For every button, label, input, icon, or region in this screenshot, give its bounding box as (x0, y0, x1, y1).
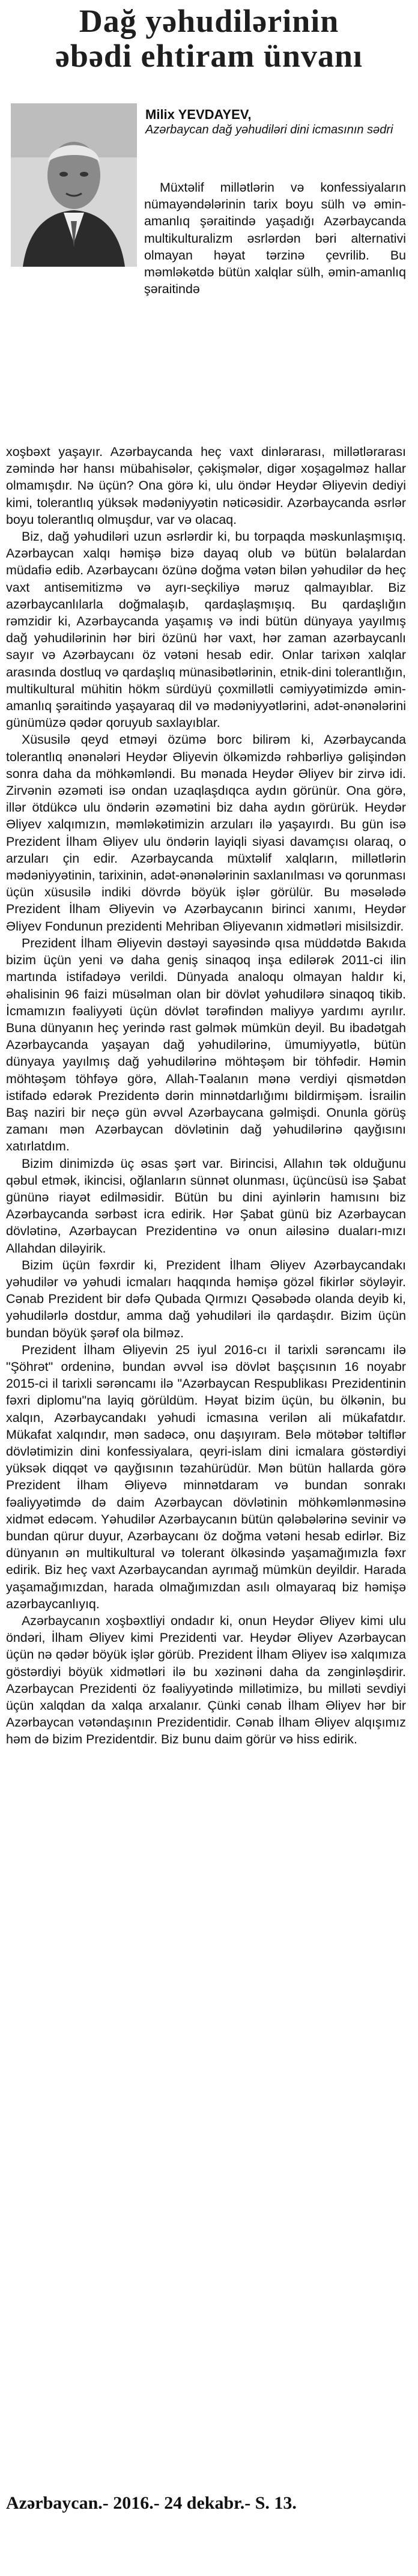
author-byline (145, 107, 410, 137)
author-portrait-image (11, 103, 137, 267)
source-citation: Azərbaycan.- 2016.- 24 dekabr.- S. 13. (6, 2493, 297, 2513)
article-body (6, 443, 406, 1748)
article-title-line-1: Dağ yəhudilərinin (79, 3, 339, 39)
body-paragraph: Prezident İlham Əliyevin dəstəyi sayəsində qısa müddətdə Bakıda bizim üçün yeni və daha geniş sinaqoq inşa edilərək 2011-ci ilin martında istifadəyə verildi. Dünyada analoqu olmayan haldır ki, əhalisinin 96 faizi müsəlman olan bir dövlət yəhudilərə sinaqoq tikib. İcmamızın fəaliyyəti üçün dövlət tərəfindən maliyyə yardımı ayrılır. Buna dünyanın heç yerində rast gəlmək mümkün deyil. Bu ibadətgah Azərbaycanda yaşayan dağ yəhudilərinə, ümumiyyətlə, bütün dünyaya yayılmış dağ yəhudilərinə möhtəşəm bir töhfədir. Həmin möhtəşəm töhfəyə görə, Allah-Təalanın mənə verdiyi qismətdən istifadə edərək Prezidentə dərin minnətdarlığımı bildirmişəm. İsrailin Baş naziri bir neçə gün əvvəl Azərbaycana gəlmişdi. Onunla görüş zamanı mən Azərbaycan dövlətinin dağ yəhudilərinə qayğısını xatırlatdım. (6, 935, 406, 1154)
author-name: Milix YEVDAYEV, (145, 107, 252, 122)
body-paragraph: Azərbaycanın xoşbəxtliyi ondadır ki, onun Heydər Əliyev kimi ulu öndəri, İlham Əliyev kimi Prezidenti var. Heydər Əliyev Azərbaycan üçün nə qədər böyük işlər görüb. Prezident İlham Əliyev isə xalqımıza göstərdiyi böyük xidmətləri ilə bu xəzinəni daha da zənginləşdirir. Azərbaycan Prezidenti öz fəaliyyətində millətimizə, bu milləti sevdiyi üçün xalqdan da xalqa arxalanır. Çünki cənab İlham Əliyev hər bir Azərbaycan vətəndaşının Prezidentidir. Cənab İlham Əliyev alqışımız həm də bizim Prezidentdir. Biz bunu daim görür və hiss edirik. (6, 1614, 406, 1747)
author-role: Azərbaycan dağ yəhudiləri dini icmasının sədri (145, 123, 393, 136)
body-paragraph: Bizim dinimizdə üç əsas şərt var. Birincisi, Allahın tək olduğunu qəbul etmək, ikincisi, oğlanların sünnət olunması, üçüncüsü isə Şabat gününə riayət edilməsidir. Bütün bu dini ayinlərin hamısını biz Azərbaycanda sərbəst icra edirik. Hər Şabat günü biz Azərbaycan dövlətinə, Azərbaycan Prezidentinə və onun ailəsinə duaları-mızı Allahdan diləyirik. (6, 1156, 406, 1256)
article-title-line-2: əbədi ehtiram ünvanı (55, 38, 363, 74)
body-paragraph: Prezident İlham Əliyevin 25 iyul 2016-cı il tarixli sərəncamı ilə "Şöhrət" ordeninə, bundan əvvəl isə dövlət başçısının 16 noyabr 2015-ci il tarixli sərəncamı ilə "Azərbaycan Respublikası Prezidentinin fəxri diplomu"na layiq görüldüm. Həyat bizim üçün, bu ölkənin, bu xalqın, Azərbaycandakı yəhudi icmasına verilən ali mükafatdır. Mükafat xalqındır, mən sadəcə, onu daşıyıram. Belə mötəbər təltiflər dövlətimizin dini konfessiyalara, qeyri-islam dini icmalara göstərdiyi yüksək diqqət və qayğısının təzahürüdür. Mən bütün hallarda görə Prezident İlham Əliyevə minnətdaram və bundan sonrakı fəaliyyətimdə də daim Azərbaycan dövlətinin möhkəmlənməsinə xidmət edəcəm. Yəhudilər Azərbaycanın bütün qələbələrinə sevinir və bundan qürur duyur, Azərbaycanı öz doğma vətəni hesab edirlər. Biz dünyanın ən multikultural və tolerant ölkəsində yaşamağımızla fəxr edirik. Biz heç vaxt Azərbaycandan ayrımağ mümkün deyildir. Harada yaşamağımızdan, harada olmağımızdan asılı olmayaraq biz həmişə azərbaycanlıyıq. (6, 1342, 406, 1611)
intro-paragraph: Müxtəlif millətlərin və konfessiyaların nümayəndələrinin tarix boyu sülh və əmin-amanlıq şəraitində yaşadığı Azərbaycanda multikulturalizm əsrlərdən bəri alternativi olmayan həyat tərzinə çevrilib. Bu məmləkətdə bütün xalqlar sülh, əmin-amanlıq şəraitində (144, 180, 406, 297)
intro-column (144, 179, 406, 297)
body-paragraph: Bizim üçün fəxrdir ki, Prezident İlham Əliyev Azərbaycandakı yəhudilər və yəhudi icmaları haqqında həmişə gözəl fikirlər söyləyir. Cənab Prezident bir dəfə Qubada Qırmızı Qəsəbədə olanda deyib ki, yəhudilərlə dostdur, amma dağ yəhudiləri ilə qardaşdır. Bizim üçün bundan böyük şərəf ola bilməz. (6, 1257, 406, 1340)
body-paragraph: xoşbəxt yaşayır. Azərbaycanda heç vaxt dinlərarası, millətlərarası zəmində hər hansı mübahisələr, çəkişmələr, digər xoşagəlməz hallar olmamışdır. Nə üçün? Ona görə ki, ulu öndər Heydər Əliyevin dediyi kimi, tolerantlıq yüksək mədəniyyətin nəticəsidir. Azərbaycanda əsrlər boyu tolerantlıq olmuşdur, var və olacaq. (6, 445, 406, 527)
body-paragraph: Xüsusilə qeyd etməyi özümə borc bilirəm ki, Azərbaycanda tolerantlıq ənənələri Heydər Əliyevin ölkəmizdə rəhbərliyə gəlişindən sonra daha da möhkəmləndi. Bu mənada Heydər Əliyev bir zirvə idi. Zirvənin əzəməti isə ondan uzaqlaşdıqca aydın görünür. Ona görə, illər ötdükcə ulu öndərin əzəmətini biz daha aydın görürük. Heydər Əliyev xalqımızın, məmləkətimizin arzuları ilə yaşayırdı. Bu gün isə Prezident İlham Əliyev ulu öndərin layiqli siyasi davamçısı olaraq, o arzuları çin edir. Azərbaycanda müxtəlif xalqların, millətlərin mədəniyyətinin, tarixinin, adət-ənənələrinin saxlanılması və qorunması üçün xüsusilə indiki dövrdə böyük işlər görülür. Bu məsələdə Prezident İlham Əliyevin və Azərbaycanın birinci xanımı, Heydər Əliyev Fondunun prezidenti Mehriban Əliyevanın xidmətləri misilsizdir. (6, 732, 406, 934)
author-photo (11, 103, 137, 267)
body-paragraph: Biz, dağ yəhudiləri uzun əsrlərdir ki, bu torpaqda məskunlaşmışıq. Azərbaycan xalqı həmişə bizə dayaq olub və bütün bəlalardan müdafiə edib. Azərbaycanı özünə doğma vətən bilən yəhudilər də heç vaxt antisemitizmə və ayrı-seçkiliyə məruz qalmayıblar. Biz azərbaycanlılarla doğmalaşıb, qardaşlaşmışıq. Bu qardaşlığın rəmzidir ki, Azərbaycanda yaşamış və indi bütün dünyaya yayılmış dağ yəhudilərinin hər biri özünü hər vaxt, hər zaman azərbaycanlı sayır və Azərbaycanı öz vətəni hesab edir. Onlar tarixən xalqlar arasında dostluq və qardaşlıq münasibətlərinin, etnik-dini tolerantlığın, multikultural mühitin hökm sürdüyü çoxmillətli cəmiyyətimizdə əmin-amanlıq şəraitində yaşayaraq dil və mədəniyyətlərini, adət-ənənələrini günümüzə qədər qoruyub saxlayıblar. (6, 529, 406, 731)
